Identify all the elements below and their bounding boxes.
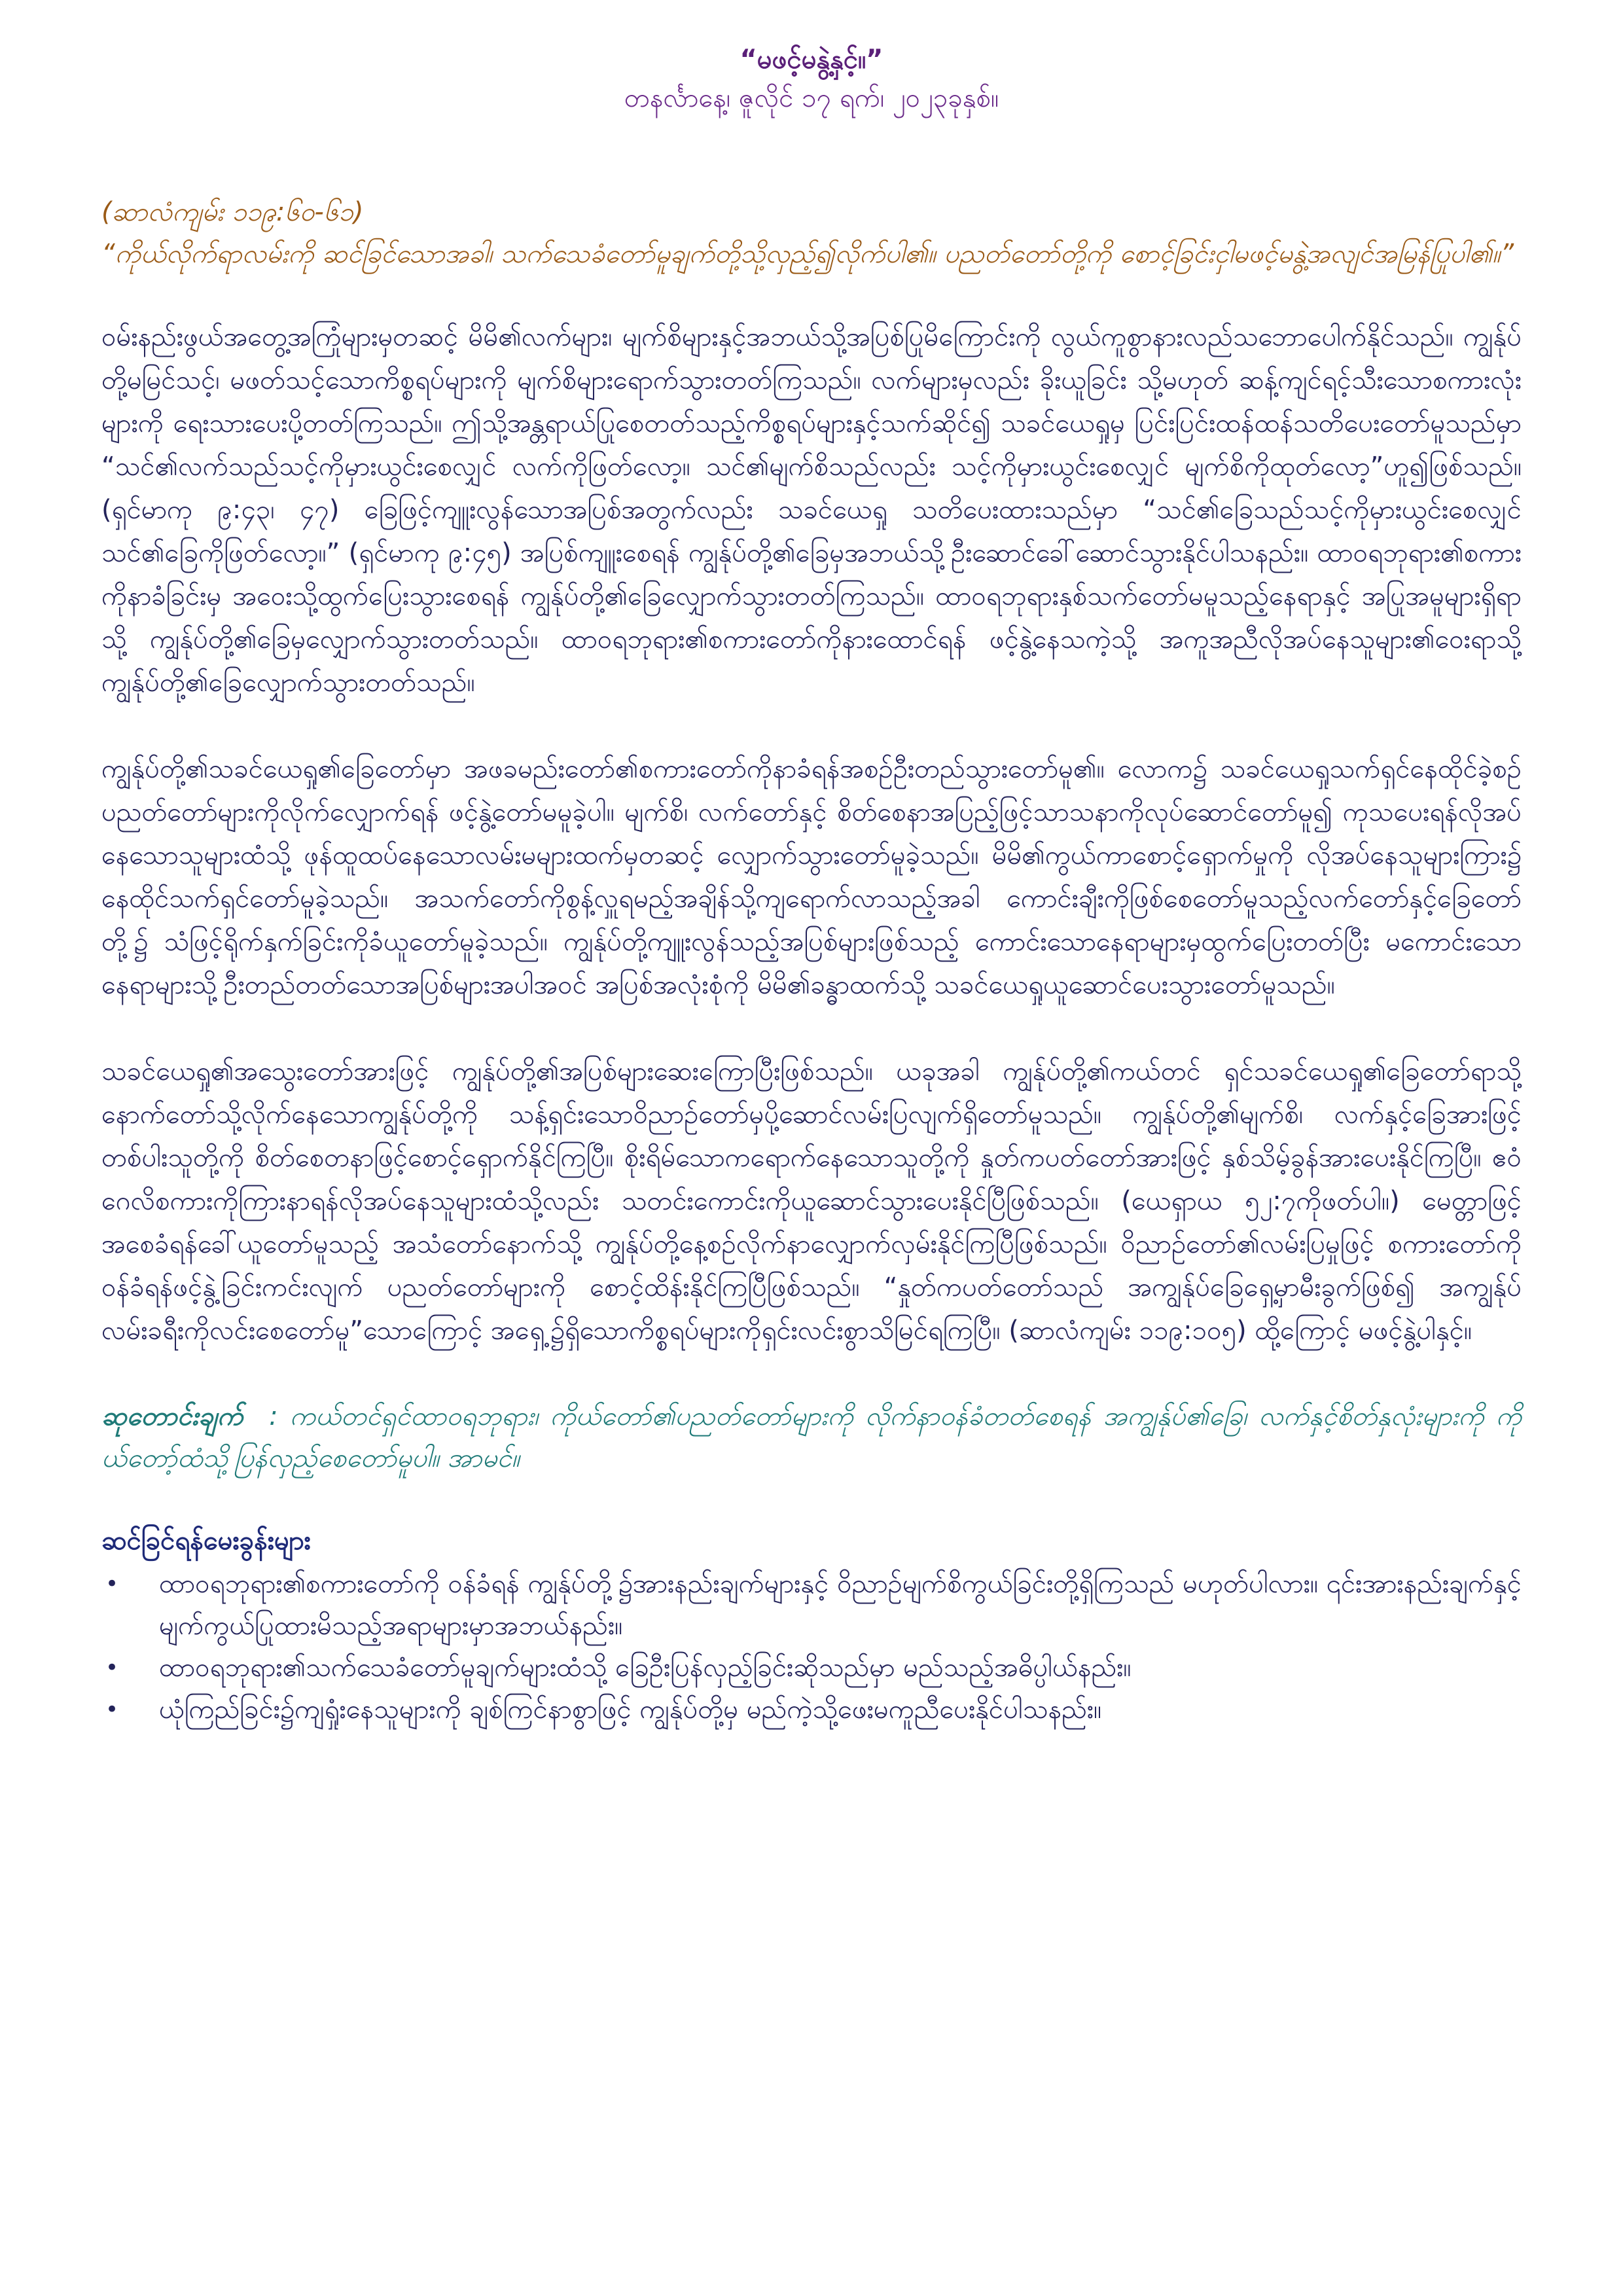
reflection-questions — [101, 1521, 1522, 1731]
page-title: “မဖင့်မနွဲ့နှင့်။” — [740, 45, 883, 75]
scripture-reading — [101, 191, 1522, 275]
page-header — [101, 41, 1522, 118]
bullet-icon: • — [105, 1655, 119, 1681]
devotional-body — [101, 315, 1522, 1352]
body-paragraph: သခင်ယေရှု၏အသွေးတော်အားဖြင့် ကျွန်ုပ်တို့၏အပြစ်များဆေးကြောပြီးဖြစ်သည်။ ယခုအခါ ကျွန်ုပ်တို့၏ကယ်တင် ရှင်သခင်ယေရှု၏ခြေတော်ရာသို့ နောက်တော်သို့လိုက်နေသောကျွန်ုပ်တို့ကို သန့်ရှင်းသောဝိညာဉ်တော်မှပို့ဆောင်လမ်းပြလျက်ရှိတော်မူသည်။ ကျွန်ုပ်တို့၏မျက်စိ၊ လက်နှင့်ခြေအားဖြင့် တစ်ပါးသူတို့ကို စိတ်စေတနာဖြင့်စောင့်ရှောက်နိုင်ကြပြီ။ စိုးရိမ်သောကရောက်နေသောသူတို့ကို နှုတ်ကပတ်တော်အားဖြင့် နှစ်သိမ့်ခွန်အားပေးနိုင်ကြပြီ။ ဧဝံဂေလိစကားကိုကြားနာရန်လိုအပ်နေသူများထံသို့လည်း သတင်းကောင်းကိုယူဆောင်သွားပေးနိုင်ပြီဖြစ်သည်။ (ယေရှာယ ၅၂:၇ကိုဖတ်ပါ။) မေတ္တာဖြင့်အစေခံရန်ခေါ်ယူတော်မူသည့် အသံတော်နောက်သို့ ကျွန်ုပ်တို့နေ့စဉ်လိုက်နာလျှောက်လှမ်းနိုင်ကြပြီဖြစ်သည်။ ဝိညာဉ်တော်၏လမ်းပြမှုဖြင့် စကားတော်ကို ဝန်ခံရန်ဖင့်နွဲ့ခြင်းကင်းလျက် ပညတ်တော်များကို စောင့်ထိန်းနိုင်ကြပြီဖြစ်သည်။ “နှုတ်ကပတ်တော်သည် အကျွန်ုပ်ခြေရှေ့မှာမီးခွက်ဖြစ်၍ အကျွန်ုပ်လမ်းခရီးကိုလင်းစေတော်မူ”သောကြောင့် အရှေ့၌ရှိသောကိစ္စရပ်များကိုရှင်းလင်းစွာသိမြင်ရကြပြီ။ (ဆာလံကျမ်း ၁၁၉:၁၀၅) ထို့ကြောင့် မဖင့်နွဲ့ပါနှင့်။ — [101, 1056, 1522, 1346]
question-item — [101, 1563, 1522, 1647]
page-date: တနင်္လာနေ့၊ ဇူလိုင် ၁၇ ရက်၊ ၂၀၂၃ခုနှစ်။ — [624, 83, 999, 113]
body-paragraph: ကျွန်ုပ်တို့၏သခင်ယေရှု၏ခြေတော်မှာ အဖခမည်းတော်၏စကားတော်ကိုနာခံရန်အစဉ်ဦးတည်သွားတော်မူ၏။ လောက၌ သခင်ယေရှုသက်ရှင်နေထိုင်ခဲ့စဉ် ပညတ်တော်များကိုလိုက်လျှောက်ရန် ဖင့်နွဲ့တော်မမူခဲ့ပါ။ မျက်စိ၊ လက်တော်နှင့် စိတ်စေနာအပြည့်ဖြင့်သာသနာကိုလုပ်ဆောင်တော်မူ၍ ကုသပေးရန်လိုအပ်နေသောသူများထံသို့ ဖုန်ထူထပ်နေသောလမ်းမများထက်မှတဆင့် လျှောက်သွားတော်မူခဲ့သည်။ မိမိ၏ကွယ်ကာစောင့်ရှောက်မှုကို လိုအပ်နေသူများကြား၌ နေထိုင်သက်ရှင်တော်မူခဲ့သည်။ အသက်တော်ကိုစွန့်လှူရမည့်အချိန်သို့ကျရောက်လာသည့်အခါ ကောင်းချီးကိုဖြစ်စေတော်မူသည့်လက်တော်နှင့်ခြေတော်တို့၌ သံဖြင့်ရိုက်နှက်ခြင်းကိုခံယူတော်မူခဲ့သည်။ ကျွန်ုပ်တို့ကျူးလွန်သည့်အပြစ်များဖြစ်သည့် ကောင်းသောနေရာများမှထွက်ပြေးတတ်ပြီး မကောင်းသောနေရာများသို့ဦးတည်တတ်သောအပြစ်များအပါအဝင် အပြစ်အလုံးစုံကို မိမိ၏ခန္ဓာထက်သို့ သခင်ယေရှုယူဆောင်ပေးသွားတော်မူသည်။ — [101, 754, 1522, 1000]
scripture-reference: (ဆာလံကျမ်း ၁၁၉:၆၀-၆၁) — [101, 197, 364, 227]
body-paragraph: ဝမ်းနည်းဖွယ်အတွေ့အကြုံများမှတဆင့် မိမိ၏လက်များ၊ မျက်စိများနှင့်အဘယ်သို့အပြစ်ပြုမိကြောင်းကို လွယ်ကူစွာနားလည်သဘောပေါက်နိုင်သည်။ ကျွန်ုပ်တို့မမြင်သင့်၊ မဖတ်သင့်သောကိစ္စရပ်များကို မျက်စိများရောက်သွားတတ်ကြသည်။ လက်များမှလည်း ခိုးယူခြင်း သို့မဟုတ် ဆန့်ကျင်ရင့်သီးသောစကားလုံးများကို ရေးသားပေးပို့တတ်ကြသည်။ ဤသို့အန္တရာယ်ပြုစေတတ်သည့်ကိစ္စရပ်များနှင့်သက်ဆိုင်၍ သခင်ယေရှုမှ ပြင်းပြင်းထန်ထန်သတိပေးတော်မူသည်မှာ “သင်၏လက်သည်သင့်ကိုမှားယွင်းစေလျှင် လက်ကိုဖြတ်လော့။ သင်၏မျက်စိသည်လည်း သင့်ကိုမှားယွင်းစေလျှင် မျက်စိကိုထုတ်လော့”ဟူ၍ဖြစ်သည်။ (ရှင်မာကု ၉:၄၃၊ ၄၇) ခြေဖြင့်ကျူးလွန်သောအပြစ်အတွက်လည်း သခင်ယေရှု သတိပေးထားသည်မှာ “သင်၏ခြေသည်သင့်ကိုမှားယွင်းစေလျှင် သင်၏ခြေကိုဖြတ်လော့။” (ရှင်မာကု ၉:၄၅) အပြစ်ကျူးစေရန် ကျွန်ုပ်တို့၏ခြေမှအဘယ်သို့ဦးဆောင်ခေါ်ဆောင်သွားနိုင်ပါသနည်း။ ထာဝရဘုရား၏စကားကိုနာခံခြင်းမှ အဝေးသို့ထွက်ပြေးသွားစေရန် ကျွန်ုပ်တို့၏ခြေလျှောက်သွားတတ်ကြသည်။ ထာဝရဘုရားနှစ်သက်တော်မမူသည့်နေရာနှင့် အပြုအမူများရှိရာသို့ ကျွန်ုပ်တို့၏ခြေမှလျှောက်သွားတတ်သည်။ ထာဝရဘုရား၏စကားတော်ကိုနားထောင်ရန် ဖင့်နွဲ့နေသကဲ့သို့ အကူအညီလိုအပ်နေသူများ၏ဝေးရာသို့ ကျွန်ုပ်တို့၏ခြေလျှောက်သွားတတ်သည်။ — [101, 322, 1522, 698]
scripture-verse: “ကိုယ်လိုက်ရာလမ်းကို ဆင်ခြင်သောအခါ၊ သက်သေခံတော်မူချက်တို့သို့လှည့်၍လိုက်ပါ၏။ ပညတ်တော်တို့ကို စောင့်ခြင်းငှါမဖင့်မနွဲ့အလျင်အမြန်ပြုပါ၏။” — [101, 239, 1514, 269]
prayer-section — [101, 1395, 1522, 1479]
questions-title: ဆင်ခြင်ရန်မေးခွန်းများ — [101, 1526, 311, 1556]
question-text: ထာဝရဘုရား၏စကားတော်ကို ဝန်ခံရန် ကျွန်ုပ်တို့၌အားနည်းချက်များနှင့် ဝိညာဉ်မျက်စိကွယ်ခြင်းတို့ရှိကြသည် မဟုတ်ပါလား။ ၎င်းအားနည်းချက်နှင့် မျက်ကွယ်ပြုထားမိသည့်အရာများမှာအဘယ်နည်း။ — [159, 1569, 1522, 1641]
question-item — [101, 1689, 1522, 1731]
questions-list — [101, 1563, 1522, 1731]
bullet-icon: • — [105, 1571, 119, 1597]
prayer-text: : ကယ်တင်ရှင်ထာဝရဘုရား၊ ကိုယ်တော်၏ပညတ်တော်များကို လိုက်နာဝန်ခံတတ်စေရန် အကျွန်ုပ်၏ခြေ၊ လက်နှင့်စိတ်နှလုံးများကို ကိုယ်တော့်ထံသို့ပြန်လှည့်စေတော်မူပါ။ အာမင်။ — [101, 1401, 1522, 1473]
question-item — [101, 1647, 1522, 1689]
prayer-label: ဆုတောင်းချက် — [101, 1401, 243, 1431]
question-text: ယုံကြည်ခြင်း၌ကျရှုံးနေသူများကို ချစ်ကြင်နာစွာဖြင့် ကျွန်ုပ်တို့မှ မည်ကဲ့သို့ဖေးမကူညီပေးနိုင်ပါသနည်း။ — [159, 1695, 1102, 1725]
bullet-icon: • — [105, 1696, 119, 1723]
question-text: ထာဝရဘုရား၏သက်သေခံတော်မူချက်များထံသို့ ခြေဦးပြန်လှည့်ခြင်းဆိုသည်မှာ မည်သည့်အဓိပ္ပါယ်နည်း။ — [159, 1653, 1132, 1683]
